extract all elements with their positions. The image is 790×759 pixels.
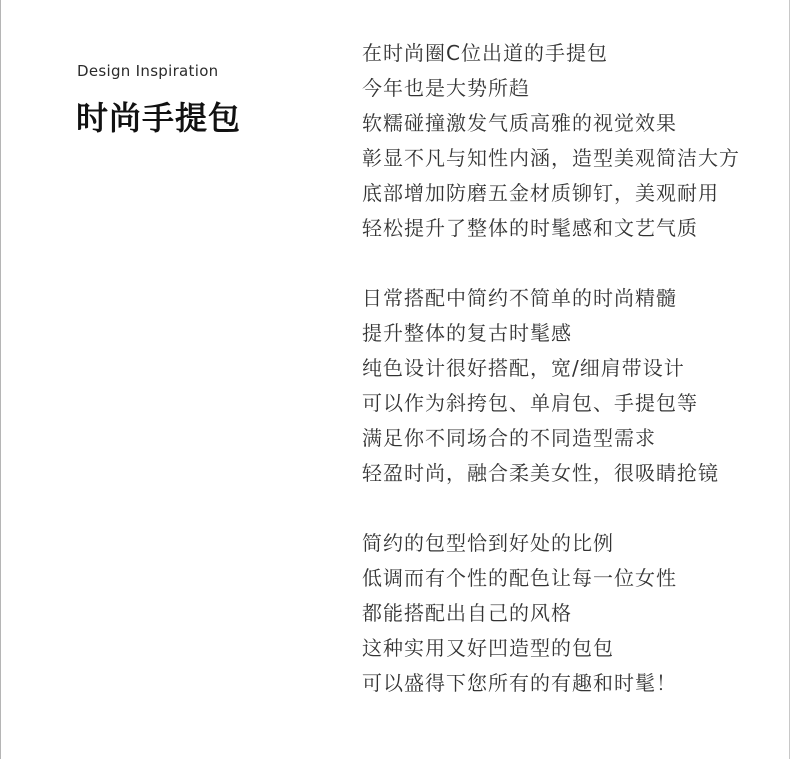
- text-line: 可以盛得下您所有的有趣和时髦！: [362, 671, 677, 695]
- text-line: 纯色设计很好搭配，宽/细肩带设计: [362, 356, 685, 380]
- description-text: [362, 38, 772, 738]
- section-title: 时尚手提包: [76, 99, 242, 137]
- text-line: 彰显不凡与知性内涵，造型美观简洁大方: [362, 146, 740, 170]
- paragraph-1: [362, 38, 772, 248]
- text-line: 今年也是大势所趋: [362, 76, 530, 100]
- text-line: 都能搭配出自己的风格: [362, 601, 572, 625]
- text-line: 这种实用又好凹造型的包包: [362, 636, 614, 660]
- text-line: 在时尚圈C位出道的手提包: [362, 41, 608, 65]
- paragraph-2: [362, 283, 772, 493]
- text-line: 软糯碰撞激发气质高雅的视觉效果: [362, 111, 677, 135]
- text-line: 轻松提升了整体的时髦感和文艺气质: [362, 216, 698, 240]
- text-line: 轻盈时尚，融合柔美女性，很吸睛抢镜: [362, 461, 719, 485]
- text-line: 底部增加防磨五金材质铆钉，美观耐用: [362, 181, 719, 205]
- paragraph-3: [362, 528, 772, 703]
- section-subtitle: Design Inspiration: [77, 62, 219, 80]
- text-line: 日常搭配中简约不简单的时尚精髓: [362, 286, 677, 310]
- text-line: 低调而有个性的配色让每一位女性: [362, 566, 677, 590]
- text-line: 满足你不同场合的不同造型需求: [362, 426, 656, 450]
- text-line: 可以作为斜挎包、单肩包、手提包等: [362, 391, 698, 415]
- text-line: 提升整体的复古时髦感: [362, 321, 572, 345]
- left-border: [0, 0, 1, 759]
- text-line: 简约的包型恰到好处的比例: [362, 531, 614, 555]
